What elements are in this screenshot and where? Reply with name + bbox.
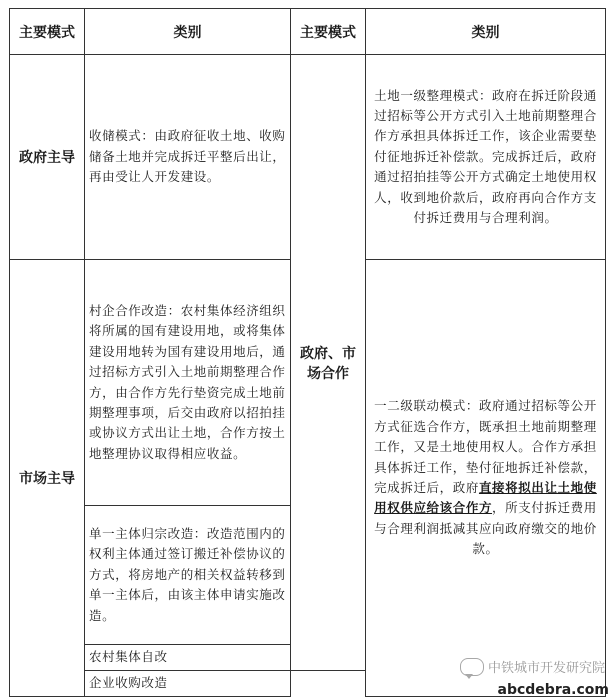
header-main-mode-right: 主要模式	[291, 9, 366, 55]
urban-renewal-modes-table	[9, 8, 606, 697]
category-primary-land-consolidation: 土地一级整理模式：政府在拆迁阶段通过招标等公开方式引入土地前期整理合作方承担具体拆迁工作，该企业需要垫付征地拆迁补偿款。完成拆迁后，政府通过招拍挂等公开方式确定土地使用权人，收到地价款后，政府再向合作方支付拆迁费用与合理利润。	[366, 55, 606, 260]
linkage-text-prefix: 一二级联动模式：政府通过招标等公开方式征选合作方，既承担土地前期整理工作，又是土地使用权人。合作方承担具体拆迁工作，垫付征地拆迁补偿款，完成拆迁后，政府	[374, 398, 597, 495]
category-village-self: 农村集体自改	[85, 645, 291, 671]
wechat-icon	[460, 658, 484, 676]
header-main-mode-left: 主要模式	[10, 9, 85, 55]
header-category-left: 类别	[85, 9, 291, 55]
linkage-text-suffix: ，所支付拆迁费用与合理利润抵减其应向政府缴交的地价款。	[374, 500, 597, 557]
linkage-text-emphasis: 直接将拟出让土地使用权供应给该合作方	[374, 480, 597, 516]
header-category-right: 类别	[366, 9, 606, 55]
mode-market-led: 市场主导	[10, 260, 85, 697]
header-row	[10, 9, 606, 55]
mode-gov-market-cooperation: 政府、市场合作	[291, 55, 366, 671]
mode-gov-led: 政府主导	[10, 55, 85, 260]
watermark-org: 中铁城市开发研究院	[487, 661, 605, 676]
category-reserve-mode: 收储模式：由政府征收土地、收购储备土地并完成拆迁平整后出让，再由受让人开发建设。	[85, 55, 291, 260]
category-primary-secondary-linkage	[366, 260, 606, 697]
table-row	[10, 55, 606, 260]
watermark	[460, 657, 605, 676]
site-watermark: abcdebra.com	[497, 682, 609, 698]
category-village-enterprise: 村企合作改造：农村集体经济组织将所属的国有建设用地，或将集体建设用地转为国有建设用地后，通过招标方式引入土地前期整理合作方，由合作方先行垫资完成土地前期整理事项，后交由政府以招拍挂或协议方式出让土地，合作方按土地整理协议取得相应收益。	[85, 260, 291, 506]
category-single-entity: 单一主体归宗改造：改造范围内的权利主体通过签订搬迁补偿协议的方式，将房地产的相关权益转移到单一主体后，由该主体申请实施改造。	[85, 506, 291, 645]
category-enterprise-acquisition: 企业收购改造	[85, 671, 291, 697]
